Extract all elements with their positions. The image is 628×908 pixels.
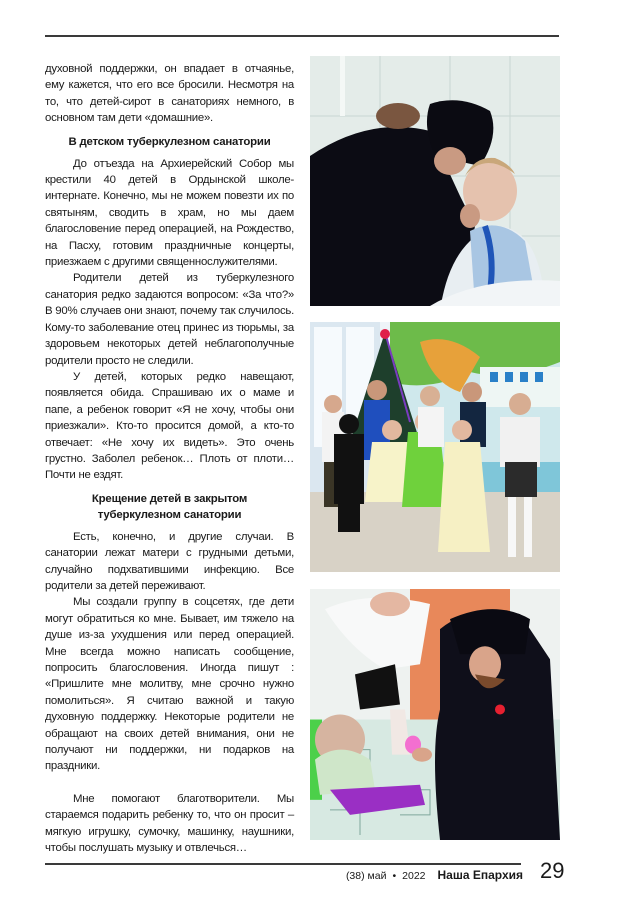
spacer	[45, 775, 294, 791]
section-heading: В детском туберкулезном санатории	[68, 135, 271, 148]
photo-children-christmas-tree	[310, 322, 560, 572]
paragraph: Мне помогают благотворители. Мы стараемся подарить ребенку то, что он просит – мягкую игрушку, сумочку, машинку, наушники, чтобы послушать музыку и отвлечься…	[45, 792, 294, 855]
photo-illustration	[310, 589, 560, 840]
photo-illustration	[310, 56, 560, 306]
section-heading: Крещение детей в закрытом туберкулезном санатории	[91, 492, 248, 521]
bullet-separator: •	[392, 870, 397, 882]
paragraph: До отъезда на Архиерейский Собор мы крестили 40 детей в Ордынской школе-интернате. Конечно, мы не можем повезти их по святыням, сводить в храм, но мы даем благословение перед операцией, на Рождество, на Пасху, готовим праздничные концерты, приезжаем с другими священнослужителями.	[45, 157, 294, 269]
header-rule	[45, 35, 559, 37]
article-column	[45, 61, 294, 856]
footer-rule	[45, 863, 521, 865]
paragraph: Родители детей из туберкулезного санатория редко задаются вопросом: «За что?» В 90% случаев они знают, почему так случилось. Кому-то заболевание отец принес из тюрьмы, за здоровьем некоторых детей неблагополучные родители просто не следили.	[45, 272, 294, 367]
paragraph: духовной поддержки, он впадает в отчаянье, ему кажется, что его все бросили. Несмотря на то, что детей-сирот в санаториях немного, в основном там дети «домашние».	[45, 63, 294, 125]
paragraph: Есть, конечно, и другие случаи. В санатории лежат матери с грудными детьми, случайно подхватившими инфекцию. Все родители за детей переживают.	[45, 530, 294, 592]
issue-year: 2022	[402, 870, 426, 882]
issue-label: (38) май	[345, 870, 387, 882]
page-footer	[346, 868, 523, 882]
photo-bishop-giving-egg	[310, 589, 560, 840]
publication-name: Наша Епархия	[437, 868, 523, 882]
page-number: 29	[540, 858, 565, 883]
paragraph: Мы создали группу в соцсетях, где дети могут обратиться ко мне. Бывает, им тяжело на душе из-за ухудшения или перед операцией. Мне всегда можно написать сообщение, попросить благословения. Иногда пишут : «Пришлите мне молитву, мне срочно нужно помолиться». Я считаю важной и такую духовную поддержку. Некоторые родители не обращают на своих детей внимания, они не получают ни поддержки, ни подарков на праздники.	[45, 596, 294, 773]
photo-priest-blessing-boy	[310, 56, 560, 306]
paragraph: У детей, которых редко навещают, появляется обида. Спрашиваю их о маме и папе, а ребенок говорит «Я не хочу, чтобы они приезжали». Кто-то просится домой, а кто-то отвечает: «Не хочу их видеть». Это очень грустно. Заболел ребенок… Плоть от плоти… Почти не ездят.	[45, 370, 294, 482]
photo-illustration	[310, 322, 560, 572]
